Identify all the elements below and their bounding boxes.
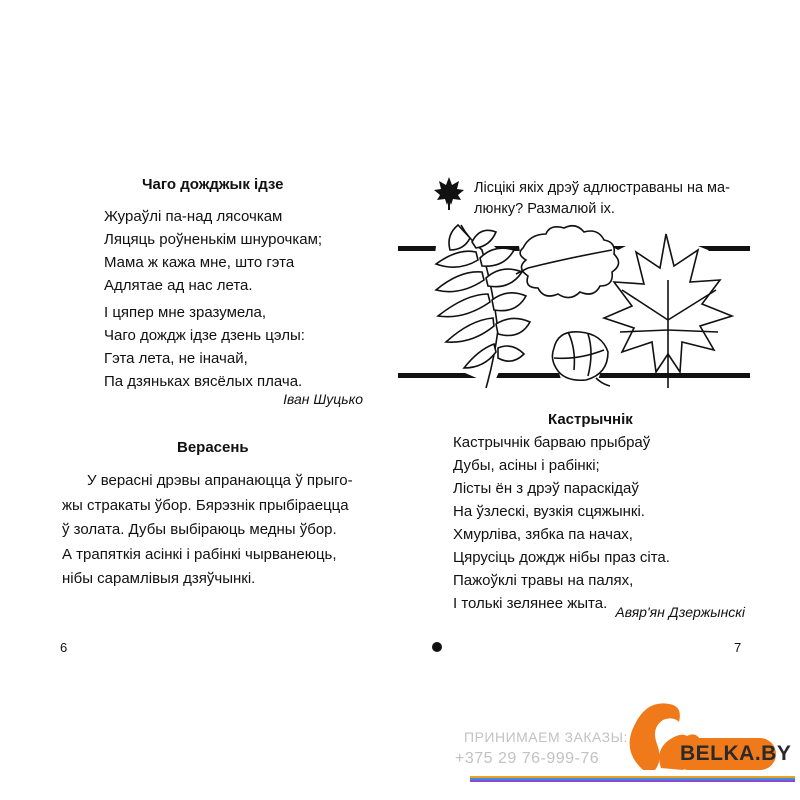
poem1-line: Чаго дождж ідзе дзень цэлы: <box>104 327 305 344</box>
poem2-line: Пажоўклі травы на палях, <box>453 572 634 589</box>
poem2-author: Авяр'ян Дзержынскі <box>615 604 745 620</box>
task-line: люнку? Размалюй іх. <box>474 201 615 217</box>
poem2-line: Кастрычнік барваю прыбраў <box>453 434 651 451</box>
section-line: У верасні дрэвы апранаюцца ў прыго- <box>87 472 353 489</box>
section-line: А трапяткія асінкі і рабінкі чырванеюць, <box>62 545 337 563</box>
section-line: нібы сарамлівыя дзяўчынкі. <box>62 570 256 587</box>
poem2-line: Хмурліва, зябка па начах, <box>453 526 633 543</box>
poem2-line: Лісты ён з дрэў параскідаў <box>453 480 639 497</box>
poem1-line: Мама ж кажа мне, што гэта <box>104 254 295 271</box>
poem2-title: Кастрычнік <box>548 411 633 428</box>
page-number-right: 7 <box>734 640 742 655</box>
section-title: Верасень <box>177 439 249 456</box>
poem1-line: Гэта лета, не іначай, <box>104 350 248 367</box>
watermark-orders-text: ПРИНИМАЕМ ЗАКАЗЫ: <box>464 729 628 745</box>
leaves-illustration <box>398 220 750 390</box>
brand-stripes <box>470 776 795 784</box>
section-text <box>62 469 372 592</box>
poem1-line: Адлятае ад нас лета. <box>104 277 253 294</box>
poem2-line: Дубы, асіны і рабінкі; <box>453 457 600 474</box>
poem1-line: Жураўлі па-над лясочкам <box>104 208 283 225</box>
task-line: Лісцікі якіх дрэў адлюстраваны на ма- <box>474 180 730 196</box>
poem2-line: Цярусіць дождж нібы праз сіта. <box>453 549 670 566</box>
poem2-line: На ўзлескі, вузкія сцяжынкі. <box>453 503 645 520</box>
poem1-line: І цяпер мне зразумела, <box>104 304 266 321</box>
poem2-line: І толькі зелянее жыта. <box>453 595 608 612</box>
page-dot <box>432 642 442 652</box>
watermark-phone-text: +375 29 76-999-76 <box>455 750 600 767</box>
poem1-title: Чаго дожджык ідзе <box>142 176 284 193</box>
section-line: жы стракаты ўбор. Бярэзнік прыбіраецца <box>62 496 349 514</box>
section-line: ў золата. Дубы выбіраюць медны ўбор. <box>62 521 337 538</box>
maple-leaf-icon <box>432 175 466 211</box>
page-number-left: 6 <box>60 640 68 655</box>
brand-text: BELKA.BY <box>680 742 792 765</box>
poem1-author: Іван Шуцько <box>283 391 363 407</box>
poem1-line: Па дзяньках вясёлых плача. <box>104 373 303 390</box>
poem1-line: Ляцяць роўненькім шнурочкам; <box>104 231 323 248</box>
